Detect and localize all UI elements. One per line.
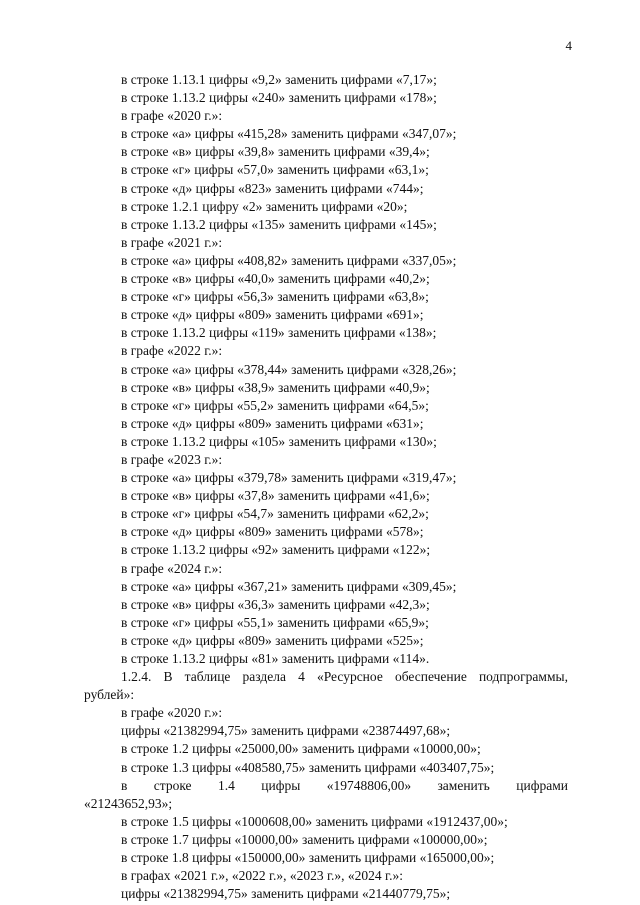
text-line: в строке «г» цифры «55,2» заменить цифрами «64,5»; bbox=[121, 397, 429, 413]
text-line: «21243652,93»; bbox=[84, 795, 173, 811]
word: 4 bbox=[298, 669, 305, 685]
text-line: цифры «21382994,75» заменить цифрами «21440779,75»; bbox=[121, 886, 451, 902]
word: таблице bbox=[184, 669, 231, 685]
text-line: в графе «2020 г.»: bbox=[121, 705, 223, 721]
word: раздела bbox=[242, 669, 286, 685]
word: строке bbox=[153, 777, 192, 793]
word: 1.4 bbox=[217, 777, 235, 793]
text-line: в строке 1.13.2 цифры «105» заменить цифрами «130»; bbox=[121, 433, 437, 449]
text-line: в строке «а» цифры «379,78» заменить цифрами «319,47»; bbox=[121, 470, 457, 486]
word: в bbox=[121, 777, 128, 793]
text-line: в строке «д» цифры «809» заменить цифрами «525»; bbox=[121, 632, 424, 648]
text-line: в строке «в» цифры «36,3» заменить цифрами «42,3»; bbox=[121, 596, 430, 612]
text-line: цифры «21382994,75» заменить цифрами «23874497,68»; bbox=[121, 723, 451, 739]
text-line: в строке 1.13.2 цифры «81» заменить цифрами «114». bbox=[121, 651, 430, 666]
text-line: в строке 1.8 цифры «150000,00» заменить цифрами «165000,00»; bbox=[121, 850, 495, 866]
text-line: в строке 1.13.2 цифры «240» заменить цифрами «178»; bbox=[121, 90, 437, 106]
text-line: в строке «в» цифры «38,9» заменить цифрами «40,9»; bbox=[121, 379, 430, 395]
text-line: в графе «2021 г.»: bbox=[121, 234, 223, 250]
word: В bbox=[163, 669, 173, 685]
word: «19748806,00» bbox=[326, 777, 412, 793]
word: «Ресурсное bbox=[316, 669, 383, 685]
text-line: в строке 1.13.2 цифры «92» заменить цифрами «122»; bbox=[121, 542, 431, 558]
text-line: в строке 1.3 цифры «408580,75» заменить цифрами «403407,75»; bbox=[121, 759, 495, 775]
text-line: в строке «в» цифры «40,0» заменить цифрами «40,2»; bbox=[121, 271, 430, 287]
text-line: в строке 1.2 цифры «25000,00» заменить цифрами «10000,00»; bbox=[121, 741, 481, 757]
text-line: в графе «2020 г.»: bbox=[121, 108, 223, 124]
text-line: в строке 1.2.1 цифру «2» заменить цифрами «20»; bbox=[121, 198, 408, 214]
text-line: в строке «а» цифры «408,82» заменить цифрами «337,05»; bbox=[121, 252, 457, 268]
word: цифрами bbox=[516, 777, 568, 793]
word: цифры bbox=[261, 777, 301, 793]
text-line: в строке 1.5 цифры «1000608,00» заменить цифрами «1912437,00»; bbox=[121, 813, 508, 829]
word: заменить bbox=[437, 777, 490, 793]
text-line: в строке 1.7 цифры «10000,00» заменить цифрами «100000,00»; bbox=[121, 831, 488, 847]
text-line: в строке «г» цифры «55,1» заменить цифрами «65,9»; bbox=[121, 614, 429, 630]
text-line bbox=[84, 668, 568, 686]
text-line: в строке «а» цифры «367,21» заменить цифрами «309,45»; bbox=[121, 578, 457, 594]
text-line: в строке «д» цифры «809» заменить цифрами «631»; bbox=[121, 415, 424, 431]
word: 1.2.4. bbox=[121, 669, 152, 685]
text-line: в графах «2021 г.», «2022 г.», «2023 г.», «2024 г.»: bbox=[121, 868, 403, 884]
word: обеспечение bbox=[394, 669, 467, 685]
document-body bbox=[84, 71, 568, 903]
text-line: в графе «2023 г.»: bbox=[121, 451, 223, 467]
text-line: в строке «г» цифры «56,3» заменить цифрами «63,8»; bbox=[121, 289, 429, 305]
text-line: в строке «г» цифры «57,0» заменить цифрами «63,1»; bbox=[121, 162, 429, 178]
text-line: в строке «г» цифры «54,7» заменить цифрами «62,2»; bbox=[121, 506, 429, 522]
text-line: в строке 1.13.2 цифры «119» заменить цифрами «138»; bbox=[121, 325, 437, 341]
text-line: в строке «д» цифры «809» заменить цифрами «578»; bbox=[121, 524, 424, 540]
text-line: в строке 1.13.1 цифры «9,2» заменить цифрами «7,17»; bbox=[121, 72, 437, 87]
text-line: рублей»: bbox=[84, 687, 135, 703]
word: подпрограммы, bbox=[478, 669, 568, 685]
text-line: в строке «д» цифры «823» заменить цифрами «744»; bbox=[121, 180, 424, 196]
text-line: в графе «2022 г.»: bbox=[121, 343, 223, 359]
text-line: в строке «д» цифры «809» заменить цифрами «691»; bbox=[121, 307, 424, 323]
text-line: в строке «в» цифры «39,8» заменить цифрами «39,4»; bbox=[121, 144, 430, 160]
text-line: в графе «2024 г.»: bbox=[121, 560, 223, 576]
text-line: в строке 1.13.2 цифры «135» заменить цифрами «145»; bbox=[121, 216, 437, 232]
text-line: в строке «а» цифры «378,44» заменить цифрами «328,26»; bbox=[121, 361, 457, 377]
text-line: в строке «в» цифры «37,8» заменить цифрами «41,6»; bbox=[121, 488, 430, 504]
text-line bbox=[84, 777, 568, 795]
page-number: 4 bbox=[565, 38, 572, 53]
text-line: в строке «а» цифры «415,28» заменить цифрами «347,07»; bbox=[121, 126, 457, 142]
